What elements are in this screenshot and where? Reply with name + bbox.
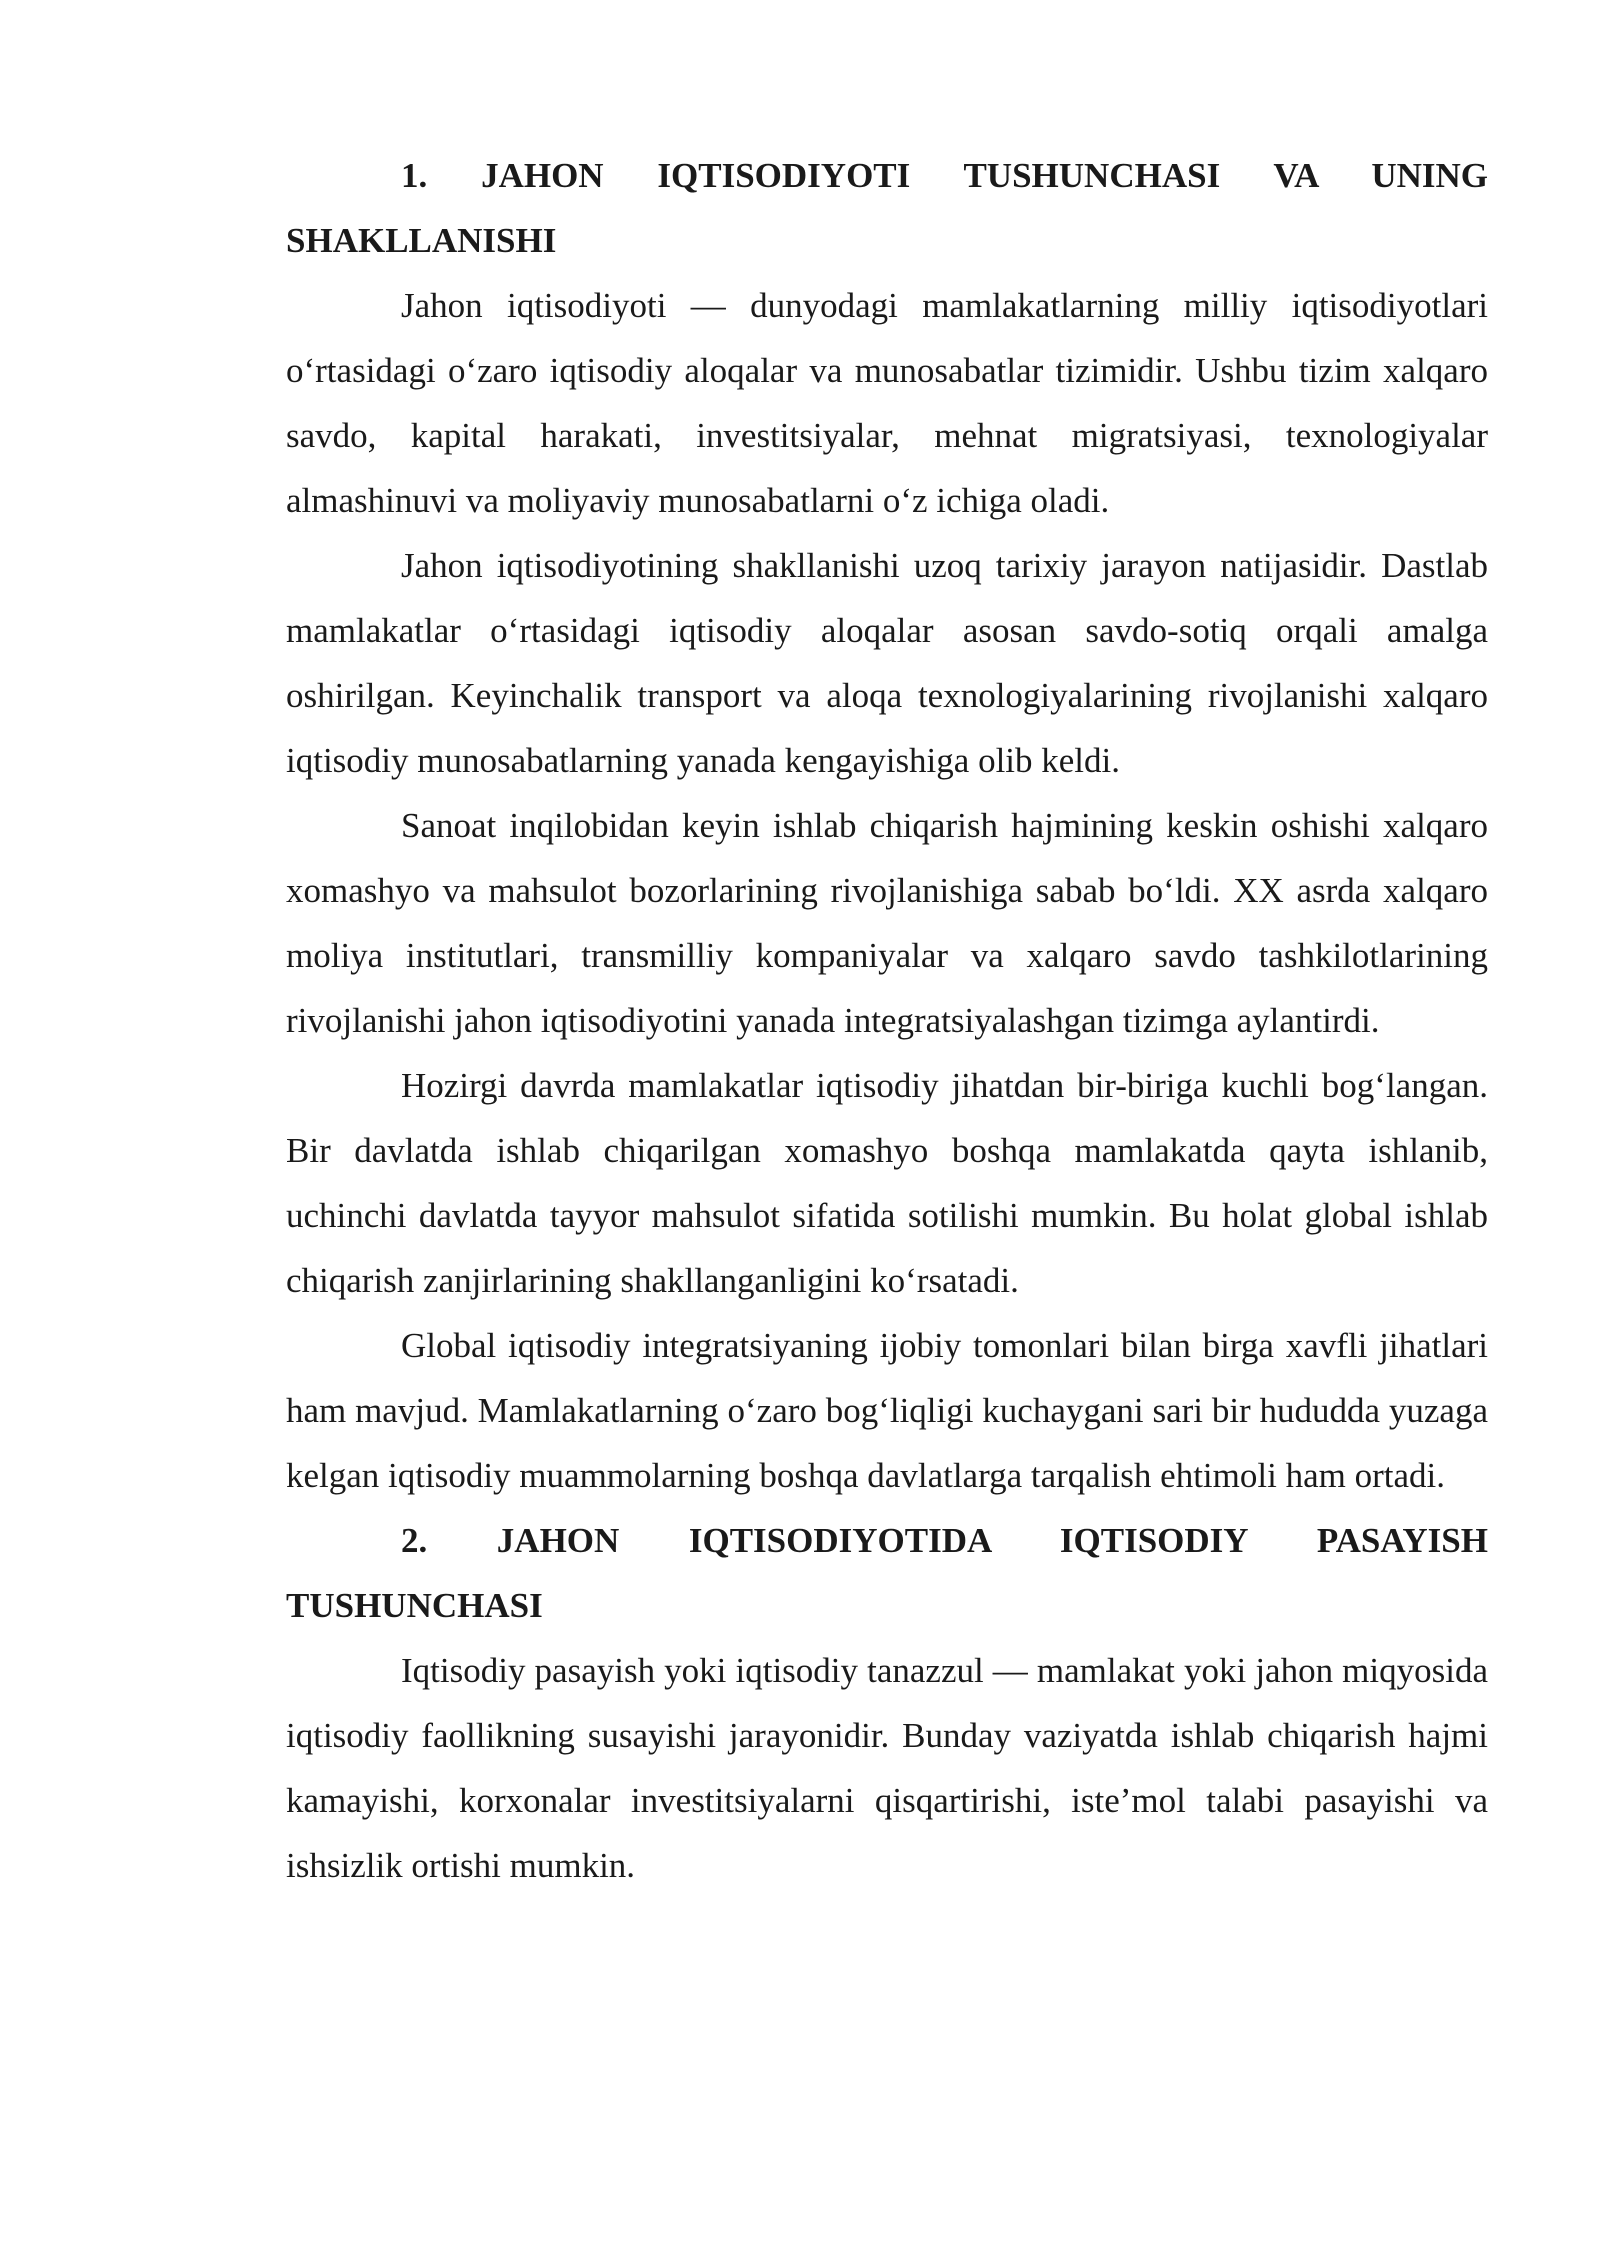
section-1-paragraph-1: Jahon iqtisodiyoti — dunyodagi mamlakatlarning milliy iqtisodiyotlari o‘rtasidagi o‘zaro iqtisodiy aloqalar va munosabatlar tizimidir. Ushbu tizim xalqaro savdo, kapital harakati, investitsiyalar, mehnat migratsiyasi, texnologiyalar almashinuvi va moliyaviy munosabatlarni o‘z ichiga oladi. [286, 286, 1488, 520]
section-1-paragraph-3: Sanoat inqilobidan keyin ishlab chiqarish hajmining keskin oshishi xalqaro xomashyo va mahsulot bozorlarining rivojlanishiga sabab bo‘ldi. XX asrda xalqaro moliya institutlari, transmilliy kompaniyalar va xalqaro savdo tashkilotlarining rivojlanishi jahon iqtisodiyotini yanada integratsiyalashgan tizimga aylantirdi. [286, 806, 1488, 1040]
section-1-paragraph-4: Hozirgi davrda mamlakatlar iqtisodiy jihatdan bir-biriga kuchli bog‘langan. Bir davlatda ishlab chiqarilgan xomashyo boshqa mamlakatda qayta ishlanib, uchinchi davlatda tayyor mahsulot sifatida sotilishi mumkin. Bu holat global ishlab chiqarish zanjirlarining shakllanganligini ko‘rsatadi. [286, 1066, 1488, 1300]
section-2-paragraph-1: Iqtisodiy pasayish yoki iqtisodiy tanazzul — mamlakat yoki jahon miqyosida iqtisodiy faollikning susayishi jarayonidir. Bunday vaziyatda ishlab chiqarish hajmi kamayishi, korxonalar investitsiyalarni qisqartirishi, iste’mol talabi pasayishi va ishsizlik ortishi mumkin. [286, 1651, 1488, 1885]
section-2-heading: 2. JAHON IQTISODIYOTIDA IQTISODIY PASAYISH TUSHUNCHASI [286, 1521, 1488, 1625]
document-page [286, 143, 1488, 1898]
section-1-paragraph-2: Jahon iqtisodiyotining shakllanishi uzoq tarixiy jarayon natijasidir. Dastlab mamlakatlar o‘rtasidagi iqtisodiy aloqalar asosan savdo-sotiq orqali amalga oshirilgan. Keyinchalik transport va aloqa texnologiyalarining rivojlanishi xalqaro iqtisodiy munosabatlarning yanada kengayishiga olib keldi. [286, 546, 1488, 780]
section-1-paragraph-5: Global iqtisodiy integratsiyaning ijobiy tomonlari bilan birga xavfli jihatlari ham mavjud. Mamlakatlarning o‘zaro bog‘liqligi kuchaygani sari bir hududda yuzaga kelgan iqtisodiy muammolarning boshqa davlatlarga tarqalish ehtimoli ham ortadi. [286, 1326, 1488, 1495]
section-1-heading: 1. JAHON IQTISODIYOTI TUSHUNCHASI VA UNING SHAKLLANISHI [286, 156, 1488, 260]
